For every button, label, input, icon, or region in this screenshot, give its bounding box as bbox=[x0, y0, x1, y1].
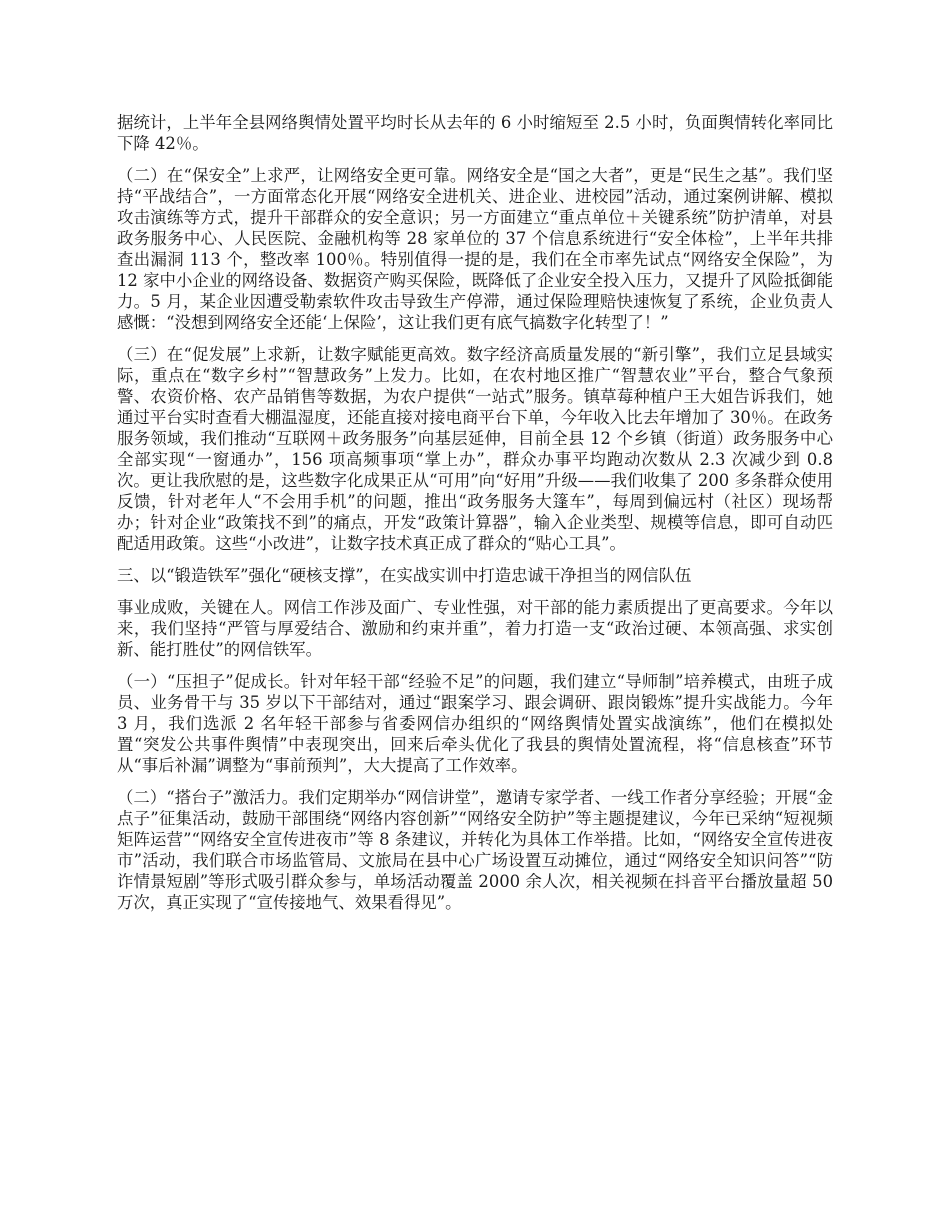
paragraph-stats: 据统计，上半年全县网络舆情处置平均时长从去年的 6 小时缩短至 2.5 小时，负面舆情转化率同比下降 42％。 bbox=[117, 113, 833, 153]
paragraph-development: （三）在“促发展”上求新，让数字赋能更高效。数字经济高质量发展的“新引擎”，我们立足县域实际，重点在“数字乡村”“智慧政务”上发力。比如，在农村地区推广“智慧农业”平台，整合气象预警、农资价格、农产品销售等数据，为农户提供“一站式”服务。镇草莓种植户王大姐告诉我们，她通过平台实时查看大棚温湿度，还能直接对接电商平台下单，今年收入比去年增加了 30％。在政务服务领域，我们推动“互联网＋政务服务”向基层延伸，目前全县 12 个乡镇（街道）政务服务中心全部实现“一窗通办”，156 项高频事项“掌上办”，群众办事平均跑动次数从 2.3 次减少到 0.8 次。更让我欣慰的是，这些数字化成果正从“可用”向“好用”升级——我们收集了 200 多条群众使用反馈，针对老年人“不会用手机”的问题，推出“政务服务大篷车”，每周到偏远村（社区）现场帮办；针对企业“政策找不到”的痛点，开发“政策计算器”，输入企业类型、规模等信息，即可自动匹配适用政策。这些“小改进”，让数字技术真正成了群众的“贴心工具”。 bbox=[117, 345, 833, 553]
document-body bbox=[117, 112, 833, 924]
paragraph-team-intro: 事业成败，关键在人。网信工作涉及面广、专业性强，对干部的能力素质提出了更高要求。今年以来，我们坚持“严管与厚爱结合、激励和约束并重”，着力打造一支“政治过硬、本领高强、求实创新、能打胜仗”的网信铁军。 bbox=[117, 598, 833, 659]
section-heading: 三、以“锻造铁军”强化“硬核支撑”，在实战实训中打造忠诚干净担当的网信队伍 bbox=[117, 566, 692, 585]
paragraph-platform: （二）“搭台子”激活力。我们定期举办“网信讲堂”，邀请专家学者、一线工作者分享经验；开展“金点子”征集活动，鼓励干部围绕“网络内容创新”“网络安全防护”等主题提建议，今年已采纳“短视频矩阵运营”“网络安全宣传进夜市”等 8 条建议，并转化为具体工作举措。比如，“网络安全宣传进夜市”活动，我们联合市场监管局、文旅局在县中心广场设置互动摊位，通过“网络安全知识问答”“防诈情景短剧”等形式吸引群众参与，单场活动覆盖 2000 余人次，相关视频在抖音平台播放量超 50 万次，真正实现了“宣传接地气、效果看得见”。 bbox=[117, 788, 833, 912]
paragraph-mentorship: （一）“压担子”促成长。针对年轻干部“经验不足”的问题，我们建立“导师制”培养模式，由班子成员、业务骨干与 35 岁以下干部结对，通过“跟案学习、跟会调研、跟岗锻炼”提升实战能力。今年 3 月，我们选派 2 名年轻干部参与省委网信办组织的“网络舆情处置实战演练”，他们在模拟处置“突发公共事件舆情”中表现突出，回来后牵头优化了我县的舆情处置流程，将“信息核查”环节从“事后补漏”调整为“事前预判”，大大提高了工作效率。 bbox=[117, 672, 833, 775]
paragraph-security: （二）在“保安全”上求严，让网络安全更可靠。网络安全是“国之大者”，更是“民生之基”。我们坚持“平战结合”，一方面常态化开展“网络安全进机关、进企业、进校园”活动，通过案例讲解、模拟攻击演练等方式，提升干部群众的安全意识；另一方面建立“重点单位＋关键系统”防护清单，对县政务服务中心、人民医院、金融机构等 28 家单位的 37 个信息系统进行“安全体检”，上半年共排查出漏洞 113 个，整改率 100％。特别值得一提的是，我们在全市率先试点“网络安全保险”，为 12 家中小企业的网络设备、数据资产购买保险，既降低了企业安全投入压力，又提升了风险抵御能力。5 月，某企业因遭受勒索软件攻击导致生产停滞，通过保险理赔快速恢复了系统，企业负责人感慨：“没想到网络安全还能‘上保险’，这让我们更有底气搞数字化转型了！” bbox=[117, 166, 833, 332]
